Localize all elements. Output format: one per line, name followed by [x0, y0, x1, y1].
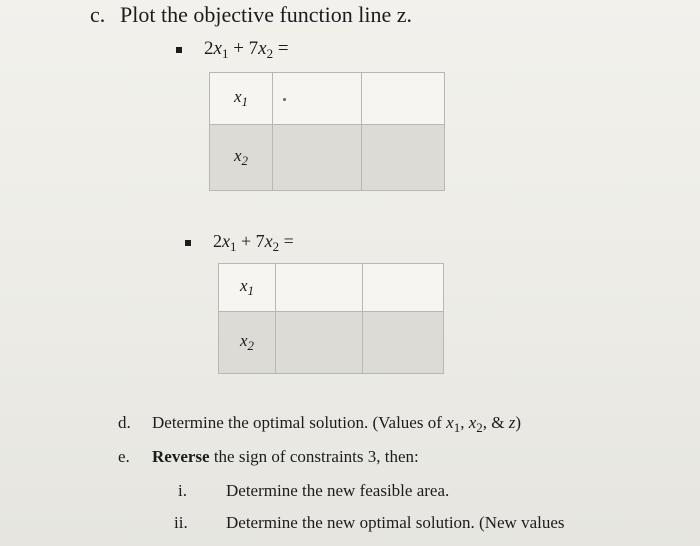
equals-sign: =: [279, 231, 294, 251]
table-cell[interactable]: [273, 125, 362, 191]
item-e-text: the sign of constraints 3, then:: [209, 447, 419, 466]
item-d-text: Determine the optimal solution. (Values of: [152, 413, 447, 432]
variable: x: [446, 413, 454, 432]
table-cell[interactable]: [276, 312, 363, 374]
sub-item-ii-text: Determine the new optimal solution. (New values: [226, 513, 565, 532]
table-cell[interactable]: [363, 264, 444, 312]
value-table-2: [218, 263, 444, 374]
bullet-icon: [185, 240, 191, 246]
table-cell[interactable]: [362, 125, 445, 191]
variable: x: [258, 38, 267, 59]
variable: x: [264, 231, 273, 251]
table-cell[interactable]: [363, 312, 444, 374]
table-row: [219, 312, 444, 374]
subscript: 2: [272, 239, 280, 254]
item-d-marker: d.: [118, 413, 131, 432]
item-c-text: Plot the objective function line z.: [120, 2, 413, 27]
subscript: 1: [221, 46, 229, 61]
separator: , &: [482, 413, 509, 432]
table-cell[interactable]: [362, 73, 445, 125]
variable: z: [508, 413, 516, 432]
objective-equation-1: [176, 38, 289, 62]
coefficient: 2: [213, 231, 222, 251]
sub-item-ii-marker: ii.: [174, 513, 188, 532]
coefficient: 2: [204, 38, 214, 59]
equals-sign: =: [273, 38, 289, 59]
item-d: [118, 413, 521, 436]
table-cell[interactable]: [276, 264, 363, 312]
subscript: 1: [453, 420, 461, 435]
coefficient: 7: [248, 38, 259, 59]
sub-item-i-text: Determine the new feasible area.: [226, 481, 450, 500]
table-row: [210, 73, 445, 125]
table-row: [210, 125, 445, 191]
row-label: $x_2$: [219, 312, 276, 374]
item-e-marker: e.: [118, 447, 130, 466]
sub-item-ii: [174, 513, 565, 533]
stray-dot: [283, 98, 286, 101]
subscript: 1: [230, 239, 237, 254]
table-row: [219, 264, 444, 312]
subscript: 2: [476, 420, 483, 435]
close-paren: ): [515, 413, 522, 432]
variable: x: [468, 413, 477, 432]
row-label: $x_1$: [210, 73, 273, 125]
subscript: 2: [266, 46, 274, 61]
sub-item-i: [178, 481, 449, 501]
row-label: $x_1$: [219, 264, 276, 312]
operator: +: [228, 38, 249, 59]
table-cell[interactable]: [273, 73, 362, 125]
value-table-1: [209, 72, 445, 191]
operator: +: [236, 231, 256, 251]
item-e-bold-word: Reverse: [152, 447, 210, 466]
item-c-heading: [90, 2, 412, 28]
variable: x: [222, 231, 230, 251]
objective-equation-2: [185, 231, 294, 255]
row-label: $x_2$: [210, 125, 273, 191]
coefficient: 7: [255, 231, 265, 251]
item-e: [118, 447, 419, 467]
variable: x: [213, 38, 222, 59]
item-c-marker: c.: [90, 2, 106, 27]
separator: ,: [460, 413, 469, 432]
sub-item-i-marker: i.: [178, 481, 187, 500]
bullet-icon: [176, 47, 182, 53]
